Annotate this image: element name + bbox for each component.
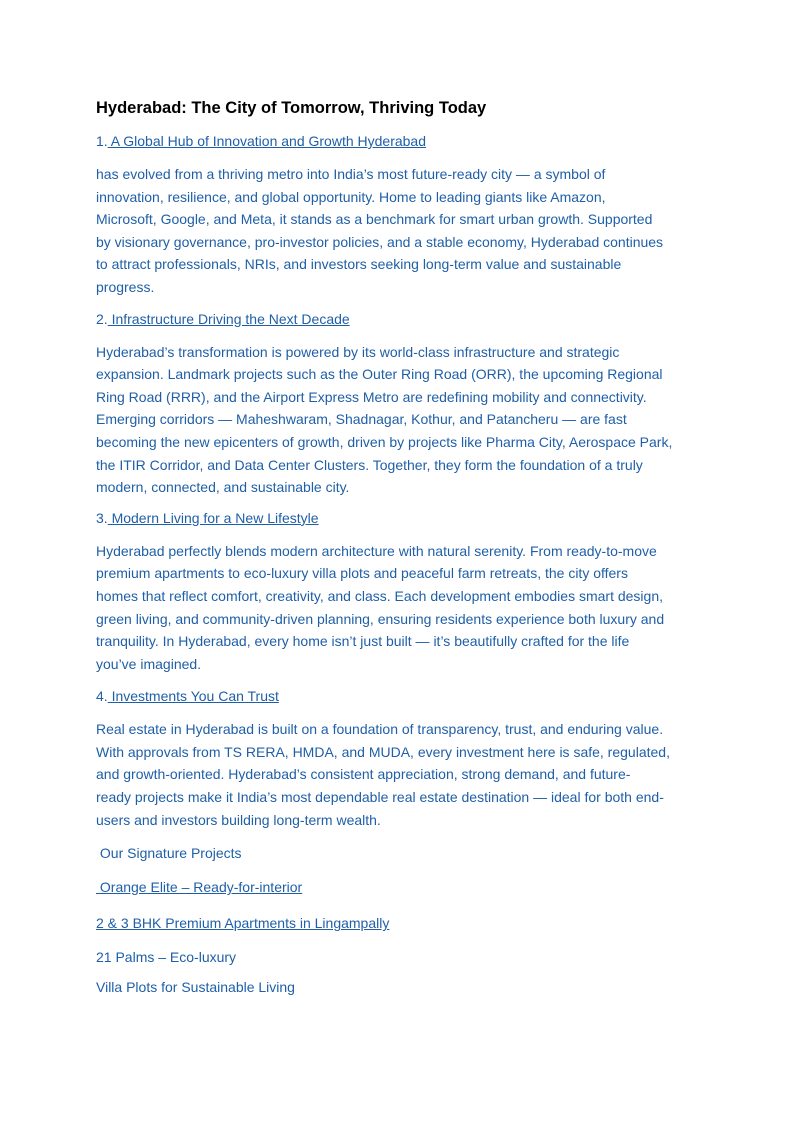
- projects-heading: Our Signature Projects: [96, 845, 242, 862]
- project-21-palms-description: Villa Plots for Sustainable Living: [96, 979, 295, 996]
- section-body-3: Hyderabad perfectly blends modern architecture with natural serenity. From ready-to-move premium apartments to eco-luxury villa plots and peaceful farm retreats, the city offers homes that reflect comfort, creativity, and class. Each development embodies smart design, green living, and community-driven planning, ensuring residents experience both luxury and tranquility. In Hyderabad, every home isn’t just built — it’s beautifully crafted for the life you’ve imagined.: [96, 542, 665, 672]
- section-heading-4: [96, 686, 701, 706]
- section-body-2: Hyderabad’s transformation is powered by its world-class infrastructure and strategic expansion. Landmark projects such as the Outer Ring Road (ORR), the upcoming Regional Ring Road (RRR), and the Airport Express Metro are redefining mobility and connectivity. Emerging corridors — Maheshwaram, Shadnagar, Kothur, and Patancheru — are fast becoming the new epicenters of growth, driven by projects like Pharma City, Aerospace Park, the ITIR Corridor, and Data Center Clusters. Together, they form the foundation of a truly modern, connected, and sustainable city.: [96, 343, 673, 496]
- section-heading-2: [96, 309, 701, 329]
- page-title: Hyderabad: The City of Tomorrow, Thriving Today: [96, 99, 487, 117]
- section-number: 3.: [96, 509, 108, 526]
- section-body-4: Real estate in Hyderabad is built on a foundation of transparency, trust, and enduring value. With approvals from TS RERA, HMDA, and MUDA, every investment here is safe, regulated, and growth-oriented. Hyderabad’s consistent appreciation, strong demand, and future- ready projects make it India’s most dependable real estate destination — ideal for both end- users and investors building long-term wealth.: [96, 721, 670, 828]
- section-number: 2.: [96, 310, 108, 327]
- section-heading-1: [96, 131, 701, 151]
- section-body-1: has evolved from a thriving metro into India’s most future-ready city — a symbol of innovation, resilience, and global opportunity. Home to leading giants like Amazon, Microsoft, Google, and Meta, it stands as a benchmark for smart urban growth. Supported by visionary governance, pro-investor policies, and a stable economy, Hyderabad continues to attract professionals, NRIs, and investors seeking long-term value and sustainable progress.: [96, 166, 664, 295]
- section-number: 1.: [96, 133, 108, 149]
- section-heading-3: [96, 508, 701, 528]
- project-orange-elite-description-link[interactable]: 2 & 3 BHK Premium Apartments in Lingampally: [96, 915, 390, 932]
- section-number: 4.: [96, 688, 108, 705]
- section-heading-link[interactable]: Modern Living for a New Lifestyle: [107, 509, 319, 526]
- document-body: [96, 96, 701, 997]
- section-heading-link[interactable]: Infrastructure Driving the Next Decade: [107, 310, 350, 327]
- section-heading-link[interactable]: A Global Hub of Innovation and Growth Hyderabad: [107, 133, 427, 149]
- section-heading-link[interactable]: Investments You Can Trust: [107, 688, 279, 705]
- project-orange-elite-link[interactable]: Orange Elite – Ready-for-interior: [96, 879, 303, 896]
- project-21-palms: 21 Palms – Eco-luxury: [96, 949, 237, 966]
